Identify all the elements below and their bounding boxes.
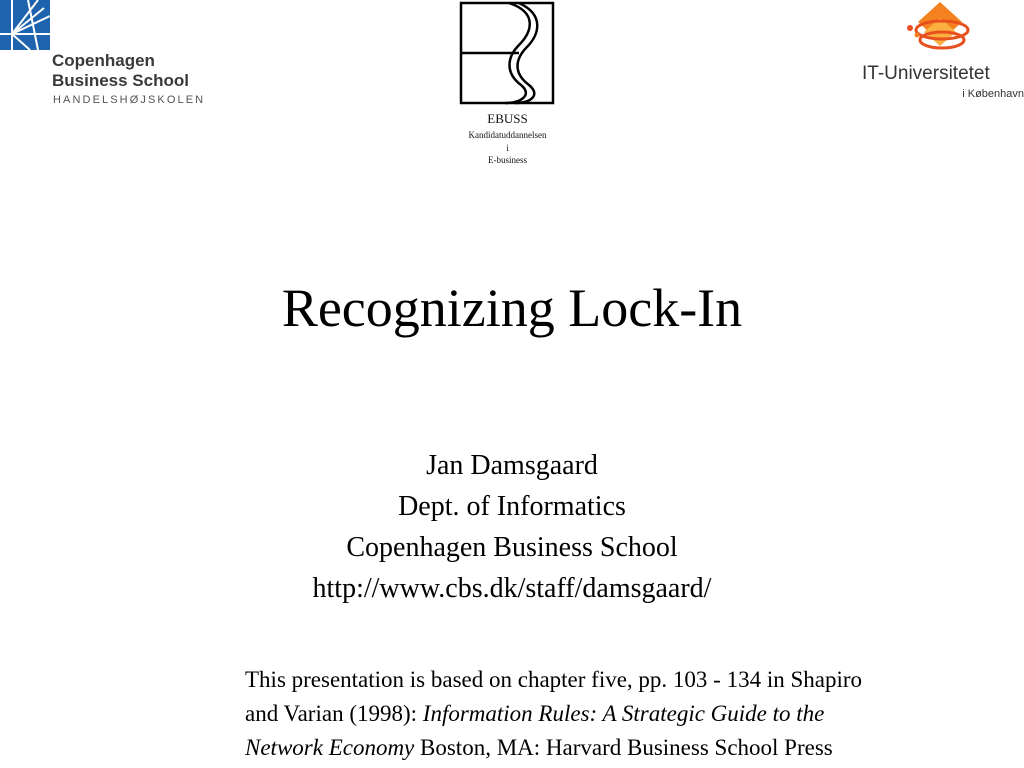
- ebuss-logo: [440, 0, 575, 170]
- cbs-mark-icon: [0, 0, 50, 50]
- itu-subtitle: i København: [962, 88, 1024, 100]
- footnote-line-2: [245, 697, 1024, 731]
- itu-name: IT-Universitetet: [862, 63, 990, 84]
- author-institution: Copenhagen Business School: [346, 532, 678, 563]
- ebuss-line-2: i: [506, 143, 509, 153]
- author-url: http://www.cbs.dk/staff/damsgaard/: [312, 573, 712, 604]
- author-name: Jan Damsgaard: [426, 450, 598, 481]
- footnote-book-title-part1: Information Rules: A Strategic Guide to the: [422, 701, 825, 726]
- itu-logo: [858, 0, 1024, 110]
- footnote-line-3-suffix: Boston, MA: Harvard Business School Press: [414, 735, 833, 760]
- cbs-name-line1: Copenhagen: [52, 51, 155, 70]
- footnote-line-2-prefix: and Varian (1998):: [245, 701, 423, 726]
- ebuss-line-1: Kandidatuddannelsen: [468, 130, 547, 140]
- footnote: [245, 663, 1024, 765]
- footnote-line-3: [245, 731, 1024, 765]
- ebuss-line-3: E-business: [488, 155, 527, 165]
- cbs-name-line2: Business School: [52, 71, 189, 90]
- slide-title: Recognizing Lock-In: [281, 278, 743, 338]
- cbs-subtitle: HANDELSHØJSKOLEN: [53, 94, 206, 106]
- ebuss-mark-icon: [459, 1, 555, 105]
- cbs-name: [52, 51, 189, 91]
- itu-mark-icon: [904, 0, 976, 60]
- author-block: [0, 445, 1024, 609]
- cbs-logo: [0, 0, 210, 112]
- footnote-line-1: This presentation is based on chapter five, pp. 103 - 134 in Shapiro: [245, 667, 863, 692]
- footnote-book-title-part2: Network Economy: [245, 735, 415, 760]
- ebuss-title: EBUSS: [487, 111, 528, 126]
- author-department: Dept. of Informatics: [398, 491, 626, 522]
